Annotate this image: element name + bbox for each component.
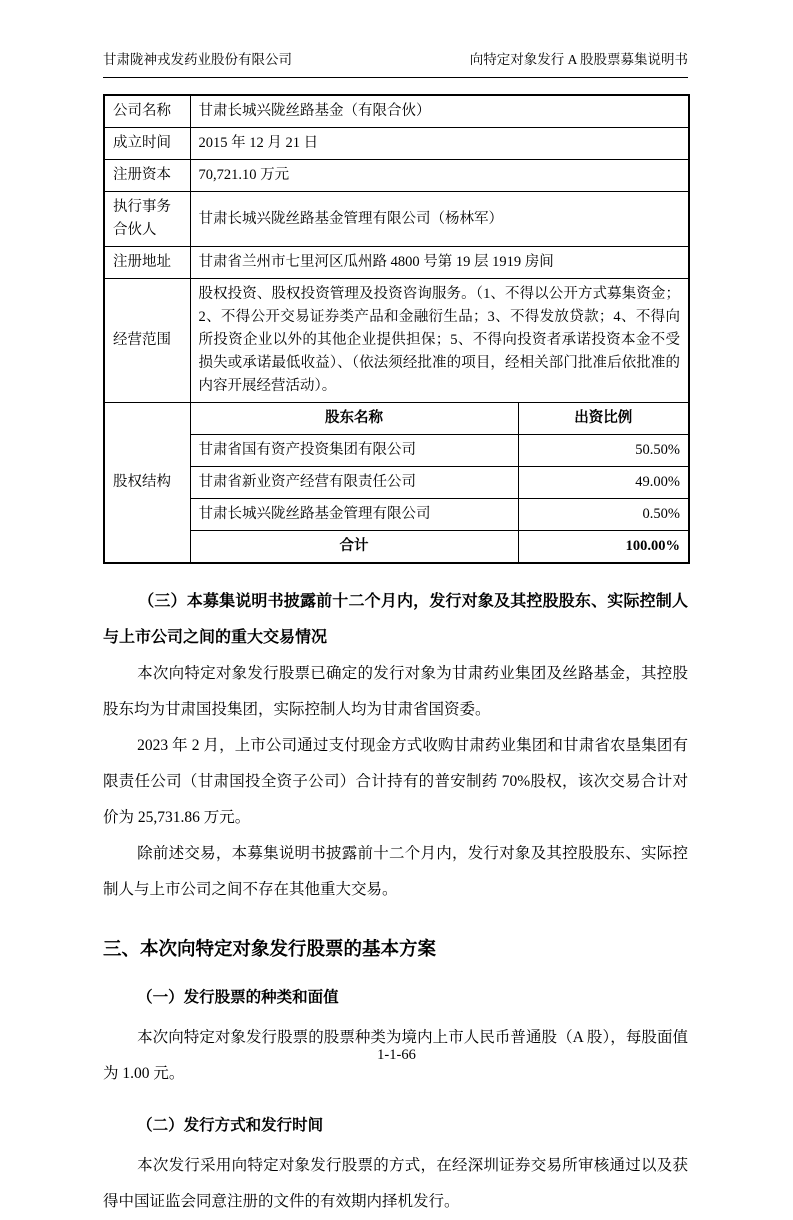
table-row	[104, 160, 689, 192]
shareholder-ratio: 49.00%	[518, 467, 689, 499]
field-value: 2015 年 12 月 21 日	[190, 128, 689, 160]
equity-total-row	[104, 531, 689, 564]
field-value: 股权投资、股权投资管理及投资咨询服务。（1、不得以公开方式募集资金；2、不得公开交易证券类产品和金融衍生品；3、不得发放贷款；4、不得向所投资企业以外的其他企业提供担保；5、不得向投资者承诺投资本金不受损失或承诺最低收益）、（依法须经批准的项目，经相关部门批准后依批准的内容开展经营活动）。	[190, 279, 689, 403]
table-row	[104, 279, 689, 403]
table-row	[104, 128, 689, 160]
paragraph: 本次向特定对象发行股票已确定的发行对象为甘肃药业集团及丝路基金，其控股股东均为甘肃国投集团，实际控制人均为甘肃省国资委。	[103, 665, 688, 718]
field-label: 执行事务合伙人	[104, 192, 190, 247]
paragraph: 2023 年 2 月，上市公司通过支付现金方式收购甘肃药业集团和甘肃省农垦集团有限责任公司（甘肃国投全资子公司）合计持有的普安制药 70%股权，该次交易合计对价为 25,731.86 万元。	[103, 737, 688, 826]
paragraph: 本次向特定对象发行股票的股票种类为境内上市人民币普通股（A 股），每股面值为 1.00 元。	[103, 1029, 688, 1082]
table-row	[104, 192, 689, 247]
paragraph: 除前述交易，本募集说明书披露前十二个月内，发行对象及其控股股东、实际控制人与上市公司之间不存在其他重大交易。	[103, 845, 688, 898]
shareholder-name: 甘肃长城兴陇丝路基金管理有限公司	[190, 499, 518, 531]
header-company-name: 甘肃陇神戎发药业股份有限公司	[103, 52, 292, 67]
field-label: 公司名称	[104, 95, 190, 128]
table-row	[104, 247, 689, 279]
shareholder-name: 甘肃省新业资产经营有限责任公司	[190, 467, 518, 499]
equity-total-label: 合计	[190, 531, 518, 564]
field-value: 甘肃省兰州市七里河区瓜州路 4800 号第 19 层 1919 房间	[190, 247, 689, 279]
equity-row	[104, 467, 689, 499]
field-label: 成立时间	[104, 128, 190, 160]
equity-row	[104, 499, 689, 531]
field-label: 注册地址	[104, 247, 190, 279]
subsection-2-heading: （二）发行方式和发行时间	[137, 1117, 324, 1134]
field-value: 甘肃长城兴陇丝路基金管理有限公司（杨林军）	[190, 192, 689, 247]
shareholder-name: 甘肃省国有资产投资集团有限公司	[190, 435, 518, 467]
field-label: 注册资本	[104, 160, 190, 192]
company-info-table	[103, 94, 690, 564]
paragraph: 本次发行采用向特定对象发行股票的方式，在经深圳证券交易所审核通过以及获得中国证监会同意注册的文件的有效期内择机发行。	[103, 1157, 688, 1210]
equity-header-row	[104, 403, 689, 435]
header-doc-title: 向特定对象发行 A 股股票募集说明书	[469, 52, 688, 67]
field-value: 70,721.10 万元	[190, 160, 689, 192]
table-row	[104, 95, 689, 128]
equity-row	[104, 435, 689, 467]
equity-col-header-ratio: 出资比例	[518, 403, 689, 435]
subsection-1-heading: （一）发行股票的种类和面值	[137, 989, 339, 1006]
chapter-3-heading: 三、本次向特定对象发行股票的基本方案	[103, 938, 437, 959]
page-number: 1-1-66	[377, 1047, 416, 1063]
field-label: 经营范围	[104, 279, 190, 403]
running-header	[103, 48, 688, 78]
field-label: 股权结构	[104, 403, 190, 564]
document-body	[103, 584, 688, 1220]
equity-total-ratio: 100.00%	[518, 531, 689, 564]
shareholder-ratio: 0.50%	[518, 499, 689, 531]
field-value: 甘肃长城兴陇丝路基金（有限合伙）	[190, 95, 689, 128]
section-3-heading: （三）本募集说明书披露前十二个月内，发行对象及其控股股东、实际控制人与上市公司之间的重大交易情况	[103, 593, 688, 646]
equity-col-header-name: 股东名称	[190, 403, 518, 435]
shareholder-ratio: 50.50%	[518, 435, 689, 467]
